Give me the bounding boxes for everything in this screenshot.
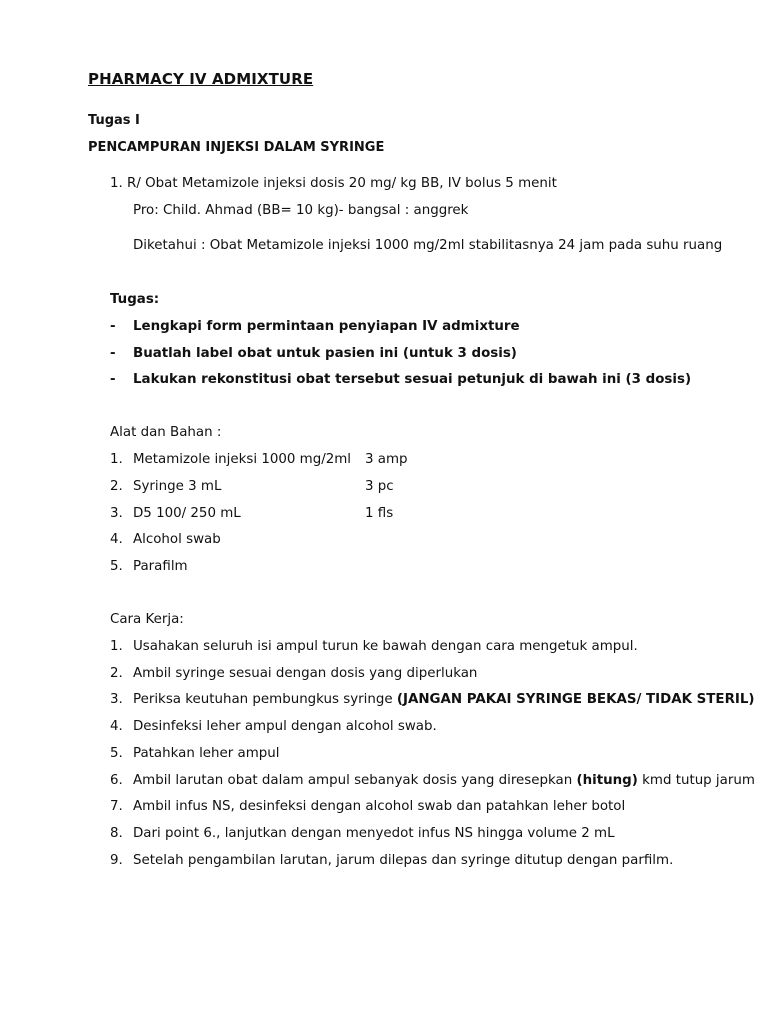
cara-number: 3.: [110, 692, 123, 707]
tugas-heading: Tugas:: [110, 292, 160, 307]
cara-step: Usahakan seluruh isi ampul turun ke bawah dengan cara mengetuk ampul.: [133, 639, 638, 654]
cara-step: Ambil infus NS, desinfeksi dengan alcohol swab dan patahkan leher botol: [133, 799, 626, 814]
alat-heading: Alat dan Bahan :: [110, 425, 222, 440]
cara-step-emphasis: (JANGAN PAKAI SYRINGE BEKAS/ TIDAK STERIL): [396, 692, 755, 707]
cara-number: 8.: [110, 826, 123, 841]
prescription-line-2: Pro: Child. Ahmad (BB= 10 kg)- bangsal : anggrek: [133, 203, 469, 218]
document-title: PHARMACY IV ADMIXTURE: [88, 70, 314, 88]
tugas-item: Buatlah label obat untuk pasien ini (untuk 3 dosis): [133, 346, 517, 361]
cara-step: Patahkan leher ampul: [133, 746, 280, 761]
alat-item-name: D5 100/ 250 mL: [133, 506, 241, 521]
alat-item-qty: 3 pc: [365, 479, 394, 494]
tugas-bullet: -: [110, 372, 116, 387]
task-heading: PENCAMPURAN INJEKSI DALAM SYRINGE: [88, 140, 385, 155]
cara-number: 6.: [110, 773, 123, 788]
cara-heading: Cara Kerja:: [110, 612, 184, 627]
cara-step-text-after: kmd tutup jarum: [637, 773, 755, 788]
cara-step: Dari point 6., lanjutkan dengan menyedot infus NS hingga volume 2 mL: [133, 826, 615, 841]
alat-number: 1.: [110, 452, 123, 467]
alat-item-qty: 1 fls: [365, 506, 394, 521]
task-label: Tugas I: [88, 113, 140, 128]
cara-number: 5.: [110, 746, 123, 761]
cara-number: 1.: [110, 639, 123, 654]
prescription-line-3: Diketahui : Obat Metamizole injeksi 1000 mg/2ml stabilitasnya 24 jam pada suhu ruang: [133, 238, 723, 253]
cara-number: 2.: [110, 666, 123, 681]
tugas-bullet: -: [110, 346, 116, 361]
cara-step: Desinfeksi leher ampul dengan alcohol swab.: [133, 719, 437, 734]
alat-item-name: Metamizole injeksi 1000 mg/2ml: [133, 452, 351, 467]
cara-step-text: Ambil larutan obat dalam ampul sebanyak dosis yang diresepkan: [133, 773, 577, 788]
alat-number: 4.: [110, 532, 123, 547]
tugas-bullet: -: [110, 319, 116, 334]
alat-number: 5.: [110, 559, 123, 574]
alat-item-name: Parafilm: [133, 559, 188, 574]
cara-number: 7.: [110, 799, 123, 814]
cara-number: 9.: [110, 853, 123, 868]
cara-step: Ambil syringe sesuai dengan dosis yang diperlukan: [133, 666, 478, 681]
alat-number: 3.: [110, 506, 123, 521]
cara-step-text: Periksa keutuhan pembungkus syringe: [133, 692, 397, 707]
alat-item-qty: 3 amp: [365, 452, 408, 467]
cara-step: Setelah pengambilan larutan, jarum dilepas dan syringe ditutup dengan parfilm.: [133, 853, 674, 868]
tugas-item: Lakukan rekonstitusi obat tersebut sesuai petunjuk di bawah ini (3 dosis): [133, 372, 692, 387]
tugas-item: Lengkapi form permintaan penyiapan IV admixture: [133, 319, 520, 334]
cara-number: 4.: [110, 719, 123, 734]
cara-step-emphasis: (hitung): [576, 773, 638, 788]
cara-step: [133, 773, 755, 788]
alat-number: 2.: [110, 479, 123, 494]
cara-step: [133, 692, 755, 707]
prescription-line-1: 1. R/ Obat Metamizole injeksi dosis 20 mg/ kg BB, IV bolus 5 menit: [110, 176, 557, 191]
alat-item-name: Syringe 3 mL: [133, 479, 222, 494]
alat-item-name: Alcohol swab: [133, 532, 221, 547]
